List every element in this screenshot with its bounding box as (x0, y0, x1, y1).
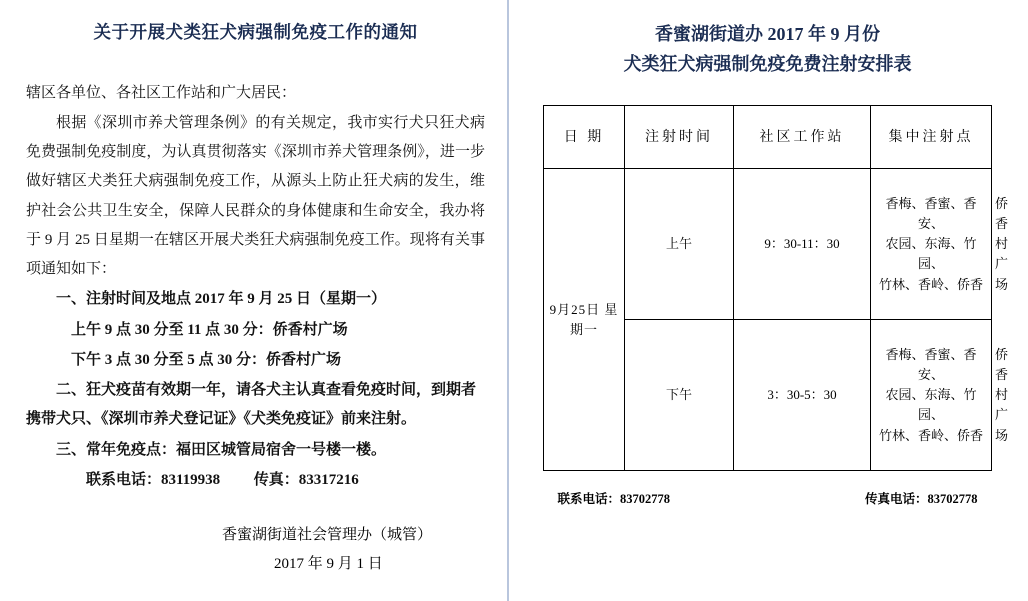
column-header-date: 日 期 (544, 106, 625, 169)
cell-period-morning: 上午 (625, 169, 734, 320)
column-header-station: 社区工作站 (734, 106, 871, 169)
schedule-table (543, 105, 1009, 471)
station-line: 竹林、香岭、侨香 (878, 276, 983, 292)
cell-date (544, 169, 625, 471)
notice-signature-block (26, 521, 485, 578)
schedule-panel (509, 0, 1026, 601)
table-row: 下午 3：30-5：30 香梅、香蜜、香安、 农园、东海、竹园、 竹林、香岭、侨香 侨香村广场 (544, 320, 992, 471)
schedule-title-line-2: 犬类狂犬病强制免疫免费注射安排表 (623, 53, 912, 74)
table-row: 9月25日 星期一 上午 9：30-11：30 香梅、香蜜、香安、 农园、东海、竹园、 竹林、香岭、侨香 侨香村广场 (544, 169, 992, 320)
notice-item-1-morning: 上午 9 点 30 分至 11 点 30 分：侨香村广场 (71, 321, 348, 338)
schedule-table-head (544, 106, 992, 169)
notice-item-1: 一、注射时间及地点 2017 年 9 月 25 日（星期一） (56, 291, 387, 308)
notice-body (26, 79, 485, 496)
schedule-phone (558, 489, 671, 507)
notice-panel (0, 0, 509, 601)
cell-time-morning: 9：30-11：30 (734, 169, 871, 320)
notice-item-2: 二、狂犬疫苗有效期一年，请各犬主认真查看免疫时间，到期者携带犬只、《深圳市养犬登记证》《犬类免疫证》前来注射。 (26, 382, 477, 428)
notice-title: 关于开展犬类狂犬病强制免疫工作的通知 (93, 22, 418, 42)
station-line: 农园、东海、竹园、 (885, 387, 977, 423)
notice-phone: 联系电话：83119938 (86, 471, 221, 488)
notice-signature-date: 2017 年 9 月 1 日 (274, 555, 383, 572)
schedule-fax-label: 传真电话： (864, 492, 928, 507)
notice-fax: 传真：83317216 (253, 471, 359, 488)
notice-item-3: 三、常年免疫点：福田区城管局宿舍一号楼一楼。 (56, 441, 387, 458)
schedule-title-line-1: 香蜜湖街道办 2017 年 9 月份 (655, 24, 880, 44)
station-line: 竹林、香岭、侨香 (878, 427, 983, 443)
station-line: 香梅、香蜜、香安、 (885, 196, 977, 232)
notice-signature: 香蜜湖街道社会管理办（城管） (222, 527, 433, 543)
cell-time-afternoon: 3：30-5：30 (734, 320, 871, 471)
notice-salutation: 辖区各单位、各社区工作站和广大居民： (26, 84, 297, 101)
column-header-time: 注射时间 (625, 106, 734, 169)
table-header-row (544, 106, 992, 169)
schedule-table-body (544, 169, 1009, 471)
schedule-title (535, 20, 1000, 79)
schedule-phone-value: 83702778 (620, 492, 671, 507)
cell-stations-afternoon (871, 320, 992, 471)
schedule-fax (865, 489, 978, 507)
cell-stations-morning (871, 169, 992, 320)
schedule-phone-label: 联系电话： (557, 492, 621, 507)
schedule-footer-contacts (558, 489, 978, 507)
station-line: 农园、东海、竹园、 (885, 236, 977, 272)
notice-item-1-afternoon: 下午 3 点 30 分至 5 点 30 分：侨香村广场 (71, 351, 342, 368)
notice-contact-line (26, 466, 485, 495)
schedule-fax-value: 83702778 (927, 492, 978, 507)
cell-period-afternoon: 下午 (625, 320, 734, 471)
notice-paragraph-1: 根据《深圳市养犬管理条例》的有关规定，我市实行犬只狂犬病免费强制免疫制度，为认真贯彻落实《深圳市养犬管理条例》，进一步做好辖区犬类狂犬病强制免疫工作，从源头上防止狂犬病的发生，维护社会公共卫生安全，保障人民群众的身体健康和生命安全，我办将于 9 月 25 日星期一在辖区开展犬类狂犬病强制免疫工作。现将有关事项通知如下： (26, 114, 485, 277)
cell-date-day: 9月25日 星期一 (549, 301, 619, 337)
station-line: 香梅、香蜜、香安、 (885, 347, 977, 383)
column-header-point: 集中注射点 (871, 106, 992, 169)
